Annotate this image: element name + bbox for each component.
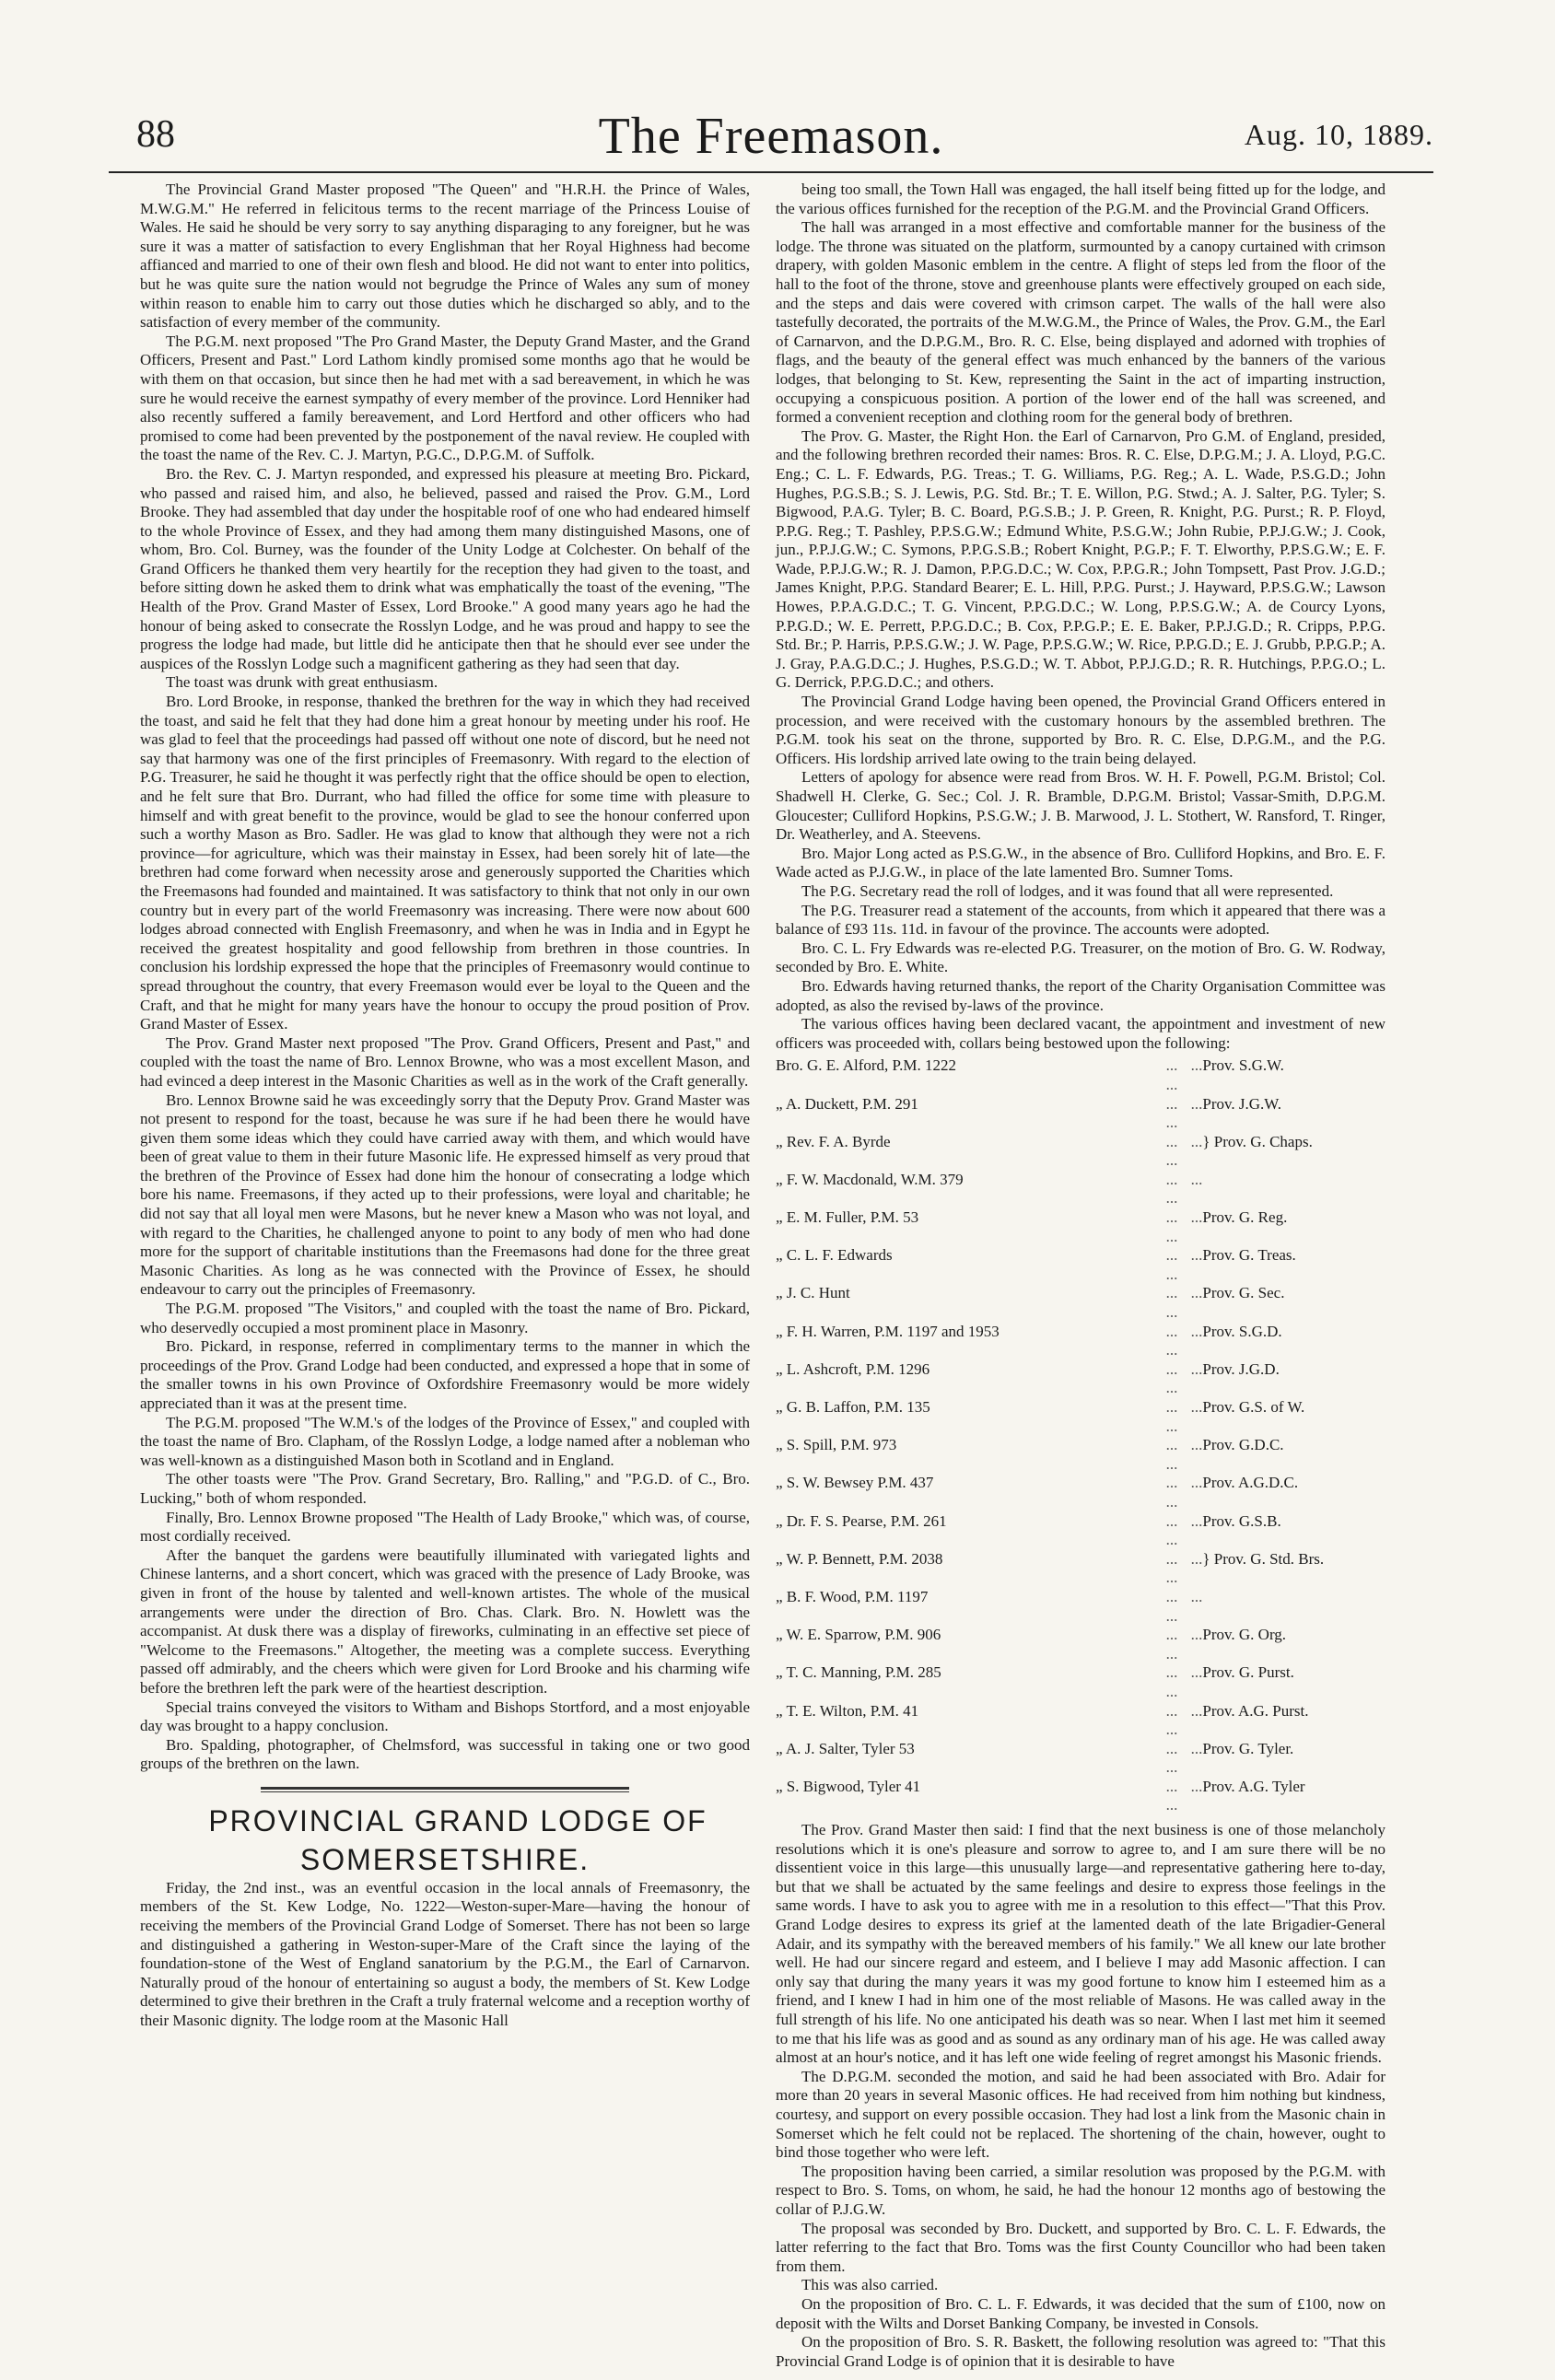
left-column-paragraphs-after-heading — [140, 1879, 750, 2031]
paragraph: The toast was drunk with great enthusiasm. — [166, 673, 438, 692]
appointee-name: „ S. Bigwood, Tyler 41 — [776, 1777, 921, 1795]
appointment-row — [776, 1208, 1385, 1246]
paragraph: Bro. Major Long acted as P.S.G.W., in the absence of Bro. Culliford Hopkins, and Bro. E. F. Wade acted as P.J.G.W., in place of the late lamented Bro. Sumner Toms. — [776, 844, 1385, 881]
paragraph: The P.G.M. proposed "The W.M.'s of the lodges of the Province of Essex," and coupled with the toast the name of Bro. Clapham, of the Rosslyn Lodge, a lodge named after a nobleman who was well-known as a distinguished Mason both in Scotland and in England. — [140, 1413, 750, 1469]
appointee-name: Bro. G. E. Alford, P.M. 1222 — [776, 1056, 956, 1075]
leader-dots: ... ... ... — [1165, 1663, 1203, 1700]
paragraph: Special trains conveyed the visitors to Witham and Bishops Stortford, and a most enjoyable day was brought to a happy conclusion. — [140, 1698, 750, 1735]
paragraph: Bro. the Rev. C. J. Martyn responded, and expressed his pleasure at meeting Bro. Pickard, who passed and raised him, and also, he believed, passed and raised the Prov. G.M., Lord Brooke. They had assembled that day under the hospitable roof of one who had endeared himself to the whole Province of Essex, and they had among them many distinguished Masons, one of whom, Bro. Col. Burney, was the founder of the Unity Lodge at Colchester. On behalf of the Grand Officers he thanked them very heartily for the reception they had given to the toast, and before sitting down he asked them to drink what was emphatically the toast of the evening, "The Health of the Prov. Grand Master of Essex, Lord Brooke." A good many years ago he had the honour of being asked to consecrate the Rosslyn Lodge, and he was proud and happy to see the progress the lodge had made, but little did he anticipate then that he should ever see under the auspices of the Rosslyn Lodge such a magnificent gathering as they had seen that day. — [140, 464, 750, 672]
paragraph: The Prov. Grand Master next proposed "The Prov. Grand Officers, Present and Past," and coupled with the toast the name of Bro. Lennox Browne, who was a most excellent Mason, and had evinced a deep interest in the Masonic Charities as well as in the work of the Craft generally. — [140, 1033, 750, 1090]
paragraph: The P.G. Treasurer read a statement of the accounts, from which it appeared that there was a balance of £93 11s. 11d. in favour of the province. The accounts were adopted. — [776, 901, 1385, 939]
appointee-office: Prov. G. Reg. — [1202, 1208, 1288, 1227]
appointee-name: „ J. C. Hunt — [776, 1284, 850, 1302]
appointment-row — [776, 1778, 1385, 1815]
appointee-office: Prov. J.G.W. — [1202, 1094, 1282, 1113]
paragraph: Bro. Pickard, in response, referred in complimentary terms to the manner in which the proceedings of the Prov. Grand Lodge had been conducted, and expressed a hope that in some of the smaller towns in his own Province of Oxfordshire Freemasonry would be more widely appreciated than it was at the present time. — [140, 1337, 750, 1412]
appointment-row — [776, 1360, 1385, 1398]
appointee-name: „ A. J. Salter, Tyler 53 — [776, 1739, 915, 1757]
appointee-office: Prov. S.G.D. — [1202, 1322, 1282, 1340]
paragraph: Bro. Spalding, photographer, of Chelmsford, was successful in taking one or two good groups of the brethren on the lawn. — [140, 1735, 750, 1773]
appointment-row — [776, 1550, 1385, 1588]
appointee-name: „ F. W. Macdonald, W.M. 379 — [776, 1170, 964, 1188]
appointment-row — [776, 1436, 1385, 1474]
leader-dots: ... ... ... — [1165, 1170, 1203, 1208]
appointee-office: Prov. J.G.D. — [1202, 1359, 1280, 1378]
appointee-office: Prov. G. Org. — [1202, 1626, 1287, 1644]
leader-dots: ... ... ... — [1165, 1701, 1203, 1739]
paragraph: The P.G. Secretary read the roll of lodges, and it was found that all were represented. — [801, 881, 1334, 900]
paragraph: Bro. C. L. Fry Edwards was re-elected P.G. Treasurer, on the motion of Bro. G. W. Rodway, seconded by Bro. E. White. — [776, 939, 1385, 976]
right-column-paragraphs-after-table — [776, 1821, 1385, 2371]
appointee-name: „ W. P. Bennett, P.M. 2038 — [776, 1549, 943, 1568]
appointment-row — [776, 1740, 1385, 1778]
appointee-name: „ A. Duckett, P.M. 291 — [776, 1094, 918, 1113]
page-header — [109, 103, 1433, 168]
appointee-office: Prov. G.S. of W. — [1202, 1398, 1305, 1416]
appointee-name: „ C. L. F. Edwards — [776, 1246, 893, 1265]
left-column — [140, 181, 750, 2327]
leader-dots: ... ... ... — [1165, 1511, 1203, 1549]
appointee-name: „ F. H. Warren, P.M. 1197 and 1953 — [776, 1322, 1000, 1340]
leader-dots: ... ... ... — [1165, 1132, 1203, 1170]
appointment-row — [776, 1323, 1385, 1360]
appointment-row — [776, 1702, 1385, 1740]
paragraph: being too small, the Town Hall was engaged, the hall itself being fitted up for the lodge, and the various offices furnished for the reception of the P.G.M. and the Provincial Grand Officers. — [776, 181, 1385, 217]
leader-dots: ... ... ... — [1165, 1056, 1203, 1093]
right-column-paragraphs — [776, 181, 1385, 1053]
leader-dots: ... ... ... — [1165, 1208, 1203, 1245]
appointee-office: Prov. G. Tyler. — [1202, 1739, 1294, 1757]
appointment-row — [776, 1663, 1385, 1701]
leader-dots: ... ... ... — [1165, 1587, 1203, 1625]
appointee-name: „ Rev. F. A. Byrde — [776, 1132, 891, 1150]
leader-dots: ... ... ... — [1165, 1739, 1203, 1777]
appointee-office: Prov. G. Purst. — [1202, 1663, 1294, 1682]
leader-dots: ... ... ... — [1165, 1474, 1203, 1511]
header-rule — [109, 171, 1433, 173]
left-column-paragraphs — [140, 181, 750, 1774]
leader-dots: ... ... ... — [1165, 1359, 1203, 1397]
appointee-office: Prov. A.G. Purst. — [1202, 1701, 1309, 1720]
appointee-name: „ E. M. Fuller, P.M. 53 — [776, 1208, 919, 1227]
appointee-office — [1202, 1171, 1385, 1208]
paragraph: The other toasts were "The Prov. Grand Secretary, Bro. Ralling," and "P.G.D. of C., Bro. Lucking," both of whom responded. — [140, 1470, 750, 1507]
appointment-row — [776, 1588, 1385, 1626]
leader-dots: ... ... ... — [1165, 1322, 1203, 1359]
appointee-office: Prov. G. Sec. — [1202, 1284, 1285, 1302]
appointee-name: „ T. E. Wilton, P.M. 41 — [776, 1701, 919, 1720]
appointment-row — [776, 1626, 1385, 1663]
paragraph: The proposal was seconded by Bro. Duckett, and supported by Bro. C. L. F. Edwards, the latter referring to the fact that Bro. Toms was the first County Councillor who had been taken from them. — [776, 2219, 1385, 2275]
appointee-office: } Prov. G. Chaps. — [1202, 1132, 1313, 1150]
right-column — [776, 181, 1385, 2370]
paragraph: Letters of apology for absence were read from Bros. W. H. F. Powell, P.G.M. Bristol; Col. Shadwell H. Clerke, G. Sec.; Col. J. R. Bramble, D.P.G.M. Bristol; Vassar-Smith, D.P.G.M. Gloucester; Culliford Hopkins, P.S.G.W.; J. B. Marwood, J. L. Stothert, W. Ransford, T. Ringer, Dr. Weatherley, and A. Steevens. — [776, 768, 1385, 844]
leader-dots: ... ... ... — [1165, 1777, 1203, 1814]
section-heading: PROVINCIAL GRAND LODGE OF SOMERSETSHIRE. — [208, 1803, 707, 1876]
paragraph: On the proposition of Bro. S. R. Baskett, the following resolution was agreed to: "That this Provincial Grand Lodge is of opinion that it is desirable to have — [776, 2333, 1385, 2370]
appointment-row — [776, 1398, 1385, 1436]
paragraph: The various offices having been declared vacant, the appointment and investment of new officers was proceeded with, collars being bestowed upon the following: — [776, 1015, 1385, 1052]
paragraph: The Provincial Grand Master proposed "The Queen" and "H.R.H. the Prince of Wales, M.W.G.M." He referred in felicitous terms to the recent marriage of the Princess Louise of Wales. He said he should be very sorry to say anything disparaging to any foreigner, but he was sure it was a matter of satisfaction to every Englishman that her Royal Highness had become affianced and married to one of their own flesh and blood. He did not want to enter into politics, but he was quite sure the nation would not begrudge the Prince of Wales any sum of money within reason to enable him to carry out those duties which he discharged so ably, and to the satisfaction of every member of the community. — [140, 181, 750, 332]
appointment-row — [776, 1133, 1385, 1171]
paragraph: The P.G.M. proposed "The Visitors," and coupled with the toast the name of Bro. Pickard, who deservedly occupied a most prominent place in Masonry. — [140, 1300, 750, 1336]
appointment-row — [776, 1246, 1385, 1284]
appointee-name: „ S. W. Bewsey P.M. 437 — [776, 1474, 934, 1492]
paragraph: Friday, the 2nd inst., was an eventful occasion in the local annals of Freemasonry, the members of the St. Kew Lodge, No. 1222—Weston-super-Mare—having the honour of receiving the members of the Provincial Grand Lodge of Somerset. There has not been so large and distinguished a gathering in Weston-super-Mare of the Craft since the laying of the foundation-stone of the West of England sanatorium by the P.G.M., the Earl of Carnarvon. Naturally proud of the honour of entertaining so august a body, the members of St. Kew Lodge determined to give their brethren in the Craft a truly fraternal welcome and a reception worthy of their Masonic dignity. The lodge room at the Masonic Hall — [140, 1878, 750, 2030]
paragraph: Bro. Lord Brooke, in response, thanked the brethren for the way in which they had received the toast, and said he felt that they had done him a great honour by meeting under his roof. He was glad to feel that the proceedings had passed off without one note of discord, but he need not say that harmony was one of the first principles of Freemasonry. With regard to the election of P.G. Treasurer, he said he thought it was perfectly right that the office should be open to election, and he felt sure that Bro. Durrant, who had filled the office for some time with pleasure to himself and with great benefit to the province, would be glad to see the honour conferred upon such a worthy Mason as Bro. Sadler. He was glad to know that although they were not a rich province—for agriculture, which was their mainstay in Essex, had been sorely hit of late—the brethren had come forward when necessity arose and generously supported the Charities which the Freemasons had founded and maintained. It was satisfactory to think that not only in our own country but in every part of the world Freemasonry was increasing. There were now about 600 lodges abroad connected with English Freemasonry, and when he was in India and in Egypt he received the greatest hospitality and good fellowship from brethren in those countries. In conclusion his lordship expressed the hope that the principles of Freemasonry would continue to spread throughout the country, that every Freemason would ever be loyal to the Queen and the Craft, and that he might for many years have the honour to occupy the proud position of Prov. Grand Master of Essex. — [140, 693, 750, 1033]
appointee-office — [1202, 1588, 1385, 1626]
appointee-name: „ B. F. Wood, P.M. 1197 — [776, 1587, 929, 1605]
appointment-row — [776, 1095, 1385, 1133]
masthead: The Freemason. — [598, 108, 944, 165]
appointment-row — [776, 1056, 1385, 1094]
paragraph: The D.P.G.M. seconded the motion, and said he had been associated with Bro. Adair for more than 20 years in several Masonic offices. He had received from him nothing but kindness, courtesy, and support on every possible occasion. They had lost a link from the Masonic chain in Somerset which he felt could not be replaced. The shortening of the chain, however, ought to bind those together who were left. — [776, 2067, 1385, 2162]
appointment-row — [776, 1284, 1385, 1322]
leader-dots: ... ... ... — [1165, 1626, 1203, 1662]
appointment-row — [776, 1171, 1385, 1208]
paragraph: The Prov. Grand Master then said: I find that the next business is one of those melancholy resolutions which it is one's pleasure and sorrow to agree to, and I am sure there will be no dissentient voice in this large—this unusually large—and representative gathering here to-day, but that we shall be actuated by the same feelings and desire to express those feelings in the same words. I have to ask you to agree with me in a resolution to this effect—"That this Prov. Grand Lodge desires to express its grief at the lamented death of the late Brigadier-General Adair, and its sympathy with the bereaved members of his family." We all knew our late brother well. He had our sincere regard and esteem, and I believe I may add Masonic affection. I can only say that during the many years it was my good fortune to know him I esteemed him as a friend, and I knew I had in him one of the most reliable of Masons. He was called away in the full strength of his life. No one anticipated his death was so near. When I last met him it seemed to me that his life was as good and as sound as any ordinary man of his age. He was called away almost at an hour's notice, and it has left one wide feeling of regret amongst his Masonic friends. — [776, 1821, 1385, 2067]
leader-dots: ... ... ... — [1165, 1398, 1203, 1435]
appointee-office: } Prov. G. Std. Brs. — [1202, 1549, 1325, 1568]
page-number: 88 — [136, 113, 175, 156]
appointee-office: Prov. A.G. Tyler — [1202, 1777, 1305, 1795]
paragraph: After the banquet the gardens were beautifully illuminated with variegated lights and Chinese lanterns, and a short concert, which was graced with the presence of Lady Brooke, was given in front of the house by talented and well-known artistes. The whole of the musical arrangements were under the direction of Bro. Chas. Clark. Bro. N. Howlett was the accompanist. At dusk there was a display of fireworks, culminating in an effective set piece of "Welcome to the Freemasons." Altogether, the meeting was a complete success. Everything passed off admirably, and the cheers which were given for Lord Brooke and his charming wife before the brethren left the park were of the heartiest description. — [140, 1546, 750, 1697]
appointee-name: „ S. Spill, P.M. 973 — [776, 1436, 897, 1454]
appointee-office: Prov. S.G.W. — [1202, 1056, 1284, 1075]
paragraph: Bro. Lennox Browne said he was exceedingly sorry that the Deputy Prov. Grand Master was not present to respond for the toast, because he was sure if he had been there he would have given them some ideas which they could have carried away with them, and which would have been of great value to them in their future Masonic life. He expressed himself as very proud that the brethren of the Province of Essex had done him the honour of consecrating a lodge which bore his name. Freemasons, if they acted up to their professions, were loyal and charitable; he did not say that all loyal men were Masons, but he never knew a Mason who was not loyal, and with regard to the Charities, he challenged anyone to point to any body of men who had done more for the support of charitable institutions than the Freemasons had done for the three great Masonic Charities. As long as he was connected with the Province of Essex, he should endeavour to carry out the principles of Freemasonry. — [140, 1091, 750, 1299]
appointee-office: Prov. G.D.C. — [1202, 1436, 1284, 1454]
paragraph: This was also carried. — [801, 2276, 939, 2294]
appointment-row — [776, 1474, 1385, 1511]
leader-dots: ... ... ... — [1165, 1246, 1203, 1283]
leader-dots: ... ... ... — [1165, 1436, 1203, 1473]
leader-dots: ... ... ... — [1165, 1284, 1203, 1322]
appointee-office: Prov. A.G.D.C. — [1202, 1474, 1299, 1492]
paragraph: The Prov. G. Master, the Right Hon. the Earl of Carnarvon, Pro G.M. of England, presided, and the following brethren recorded their names: Bros. R. C. Else, D.P.G.M.; J. A. Lloyd, P.G.C. Eng.; C. L. F. Edwards, P.G. Treas.; T. G. Williams, P.G. Reg.; A. L. Wade, P.S.G.D.; John Hughes, P.G.S.B.; S. J. Lewis, P.G. Std. Br.; T. E. Willon, P.G. Stwd.; A. J. Salter, P.G. Tyler; S. Bigwood, P.A.G. Tyler; B. C. Board, P.G.S.B.; J. P. Green, R. Knight, P.G. Purst.; R. P. Floyd, P.P.G. Reg.; T. Pashley, P.P.S.G.W.; Edmund White, P.S.G.W.; John Rubie, P.P.J.G.W.; J. Cook, jun., P.P.J.G.W.; C. Symons, P.P.G.S.B.; Robert Knight, P.G.P.; F. T. Elworthy, P.P.S.G.W.; E. F. Wade, P.P.J.G.W.; R. J. Damon, P.P.G.D.C.; W. Cox, P.P.G.R.; John Tompsett, Past Prov. J.G.D.; James Knight, P.P.G. Standard Bearer; E. L. Hill, P.P.G. Purst.; J. Hayward, P.P.S.G.W.; Lawson Howes, P.P.A.G.D.C.; T. G. Vincent, P.P.G.D.C.; W. Long, P.P.S.G.W.; A. de Courcy Lyons, P.P.G.D.; W. E. Perrett, P.P.G.D.C.; B. Cox, P.P.G.P.; E. E. Baker, P.P.J.G.D.; R. Cripps, P.P.G. Std. Br.; P. Harris, P.P.S.G.W.; J. W. Page, P.P.S.G.W.; W. Rice, P.P.G.D.; E. J. Grubb, P.P.G.P.; A. J. Gray, P.A.G.D.C.; J. Hughes, P.S.G.D.; W. T. Abbot, P.P.J.G.D.; R. R. Hutchings, P.P.G.O.; L. G. Derrick, P.P.G.D.C.; and others. — [776, 426, 1385, 692]
appointee-name: „ L. Ashcroft, P.M. 1296 — [776, 1359, 930, 1378]
appointee-name: „ T. C. Manning, P.M. 285 — [776, 1663, 941, 1682]
leader-dots: ... ... ... — [1165, 1549, 1203, 1587]
section-divider — [261, 1787, 629, 1792]
appointments-table — [776, 1056, 1385, 1815]
appointee-name: „ Dr. F. S. Pearse, P.M. 261 — [776, 1511, 947, 1530]
paragraph: The Provincial Grand Lodge having been opened, the Provincial Grand Officers entered in procession, and were received with the customary honours by the assembled brethren. The P.G.M. took his seat on the throne, supported by Bro. R. C. Else, D.P.G.M., and the P.G. Officers. His lordship arrived late owing to the train being delayed. — [776, 693, 1385, 767]
paragraph: Finally, Bro. Lennox Browne proposed "The Health of Lady Brooke," which was, of course, most cordially received. — [140, 1508, 750, 1546]
leader-dots: ... ... ... — [1165, 1094, 1203, 1132]
paragraph: On the proposition of Bro. C. L. F. Edwards, it was decided that the sum of £100, now on deposit with the Wilts and Dorset Banking Company, be invested in Consols. — [776, 2294, 1385, 2332]
appointee-office: Prov. G. Treas. — [1202, 1246, 1296, 1265]
issue-date: Aug. 10, 1889. — [1244, 118, 1433, 151]
paragraph: The P.G.M. next proposed "The Pro Grand Master, the Deputy Grand Master, and the Grand Officers, Present and Past." Lord Lathom kindly promised some months ago that he would be with them on that occasion, but since then he had met with a sad bereavement, in which he was sure he would receive the earnest sympathy of every member of the province. Lord Henniker had also recently suffered a family bereavement, and Lord Hertford and other officers who had promised to come had been prevented by the postponement of the naval review. He coupled with the toast the name of the Rev. C. J. Martyn, P.G.C., D.P.G.M. of Suffolk. — [140, 332, 750, 464]
paragraph: Bro. Edwards having returned thanks, the report of the Charity Organisation Committee was adopted, as also the revised by-laws of the province. — [776, 976, 1385, 1014]
paragraph: The proposition having been carried, a similar resolution was proposed by the P.G.M. with respect to Bro. S. Toms, on whom, he said, he had the honour 12 months ago of bestowing the collar of P.J.G.W. — [776, 2162, 1385, 2218]
paragraph: The hall was arranged in a most effective and comfortable manner for the business of the lodge. The throne was situated on the platform, surmounted by a canopy curtained with crimson drapery, with golden Masonic emblem in the centre. A flight of steps led from the floor of the hall to the foot of the throne, stove and greenhouse plants were effectively grouped on each side, and the steps and dais were covered with crimson carpet. The walls of the hall were also tastefully decorated, the portraits of the M.W.G.M., the Prince of Wales, the Prov. G.M., the Earl of Carnarvon, and the D.P.G.M., Bro. R. C. Else, being displayed and adorned with trophies of flags, and the beauty of the general effect was much enhanced by the banners of the various lodges, that belonging to St. Kew, representing the Saint in the act of imparting instruction, occupying a conspicuous position. A portion of the lower end of the hall was screened, and formed a convenient reception and clothing room for the general body of brethren. — [776, 218, 1385, 426]
appointee-name: „ G. B. Laffon, P.M. 135 — [776, 1398, 930, 1416]
appointee-office: Prov. G.S.B. — [1202, 1511, 1281, 1530]
appointment-row — [776, 1512, 1385, 1550]
appointee-name: „ W. E. Sparrow, P.M. 906 — [776, 1626, 941, 1644]
